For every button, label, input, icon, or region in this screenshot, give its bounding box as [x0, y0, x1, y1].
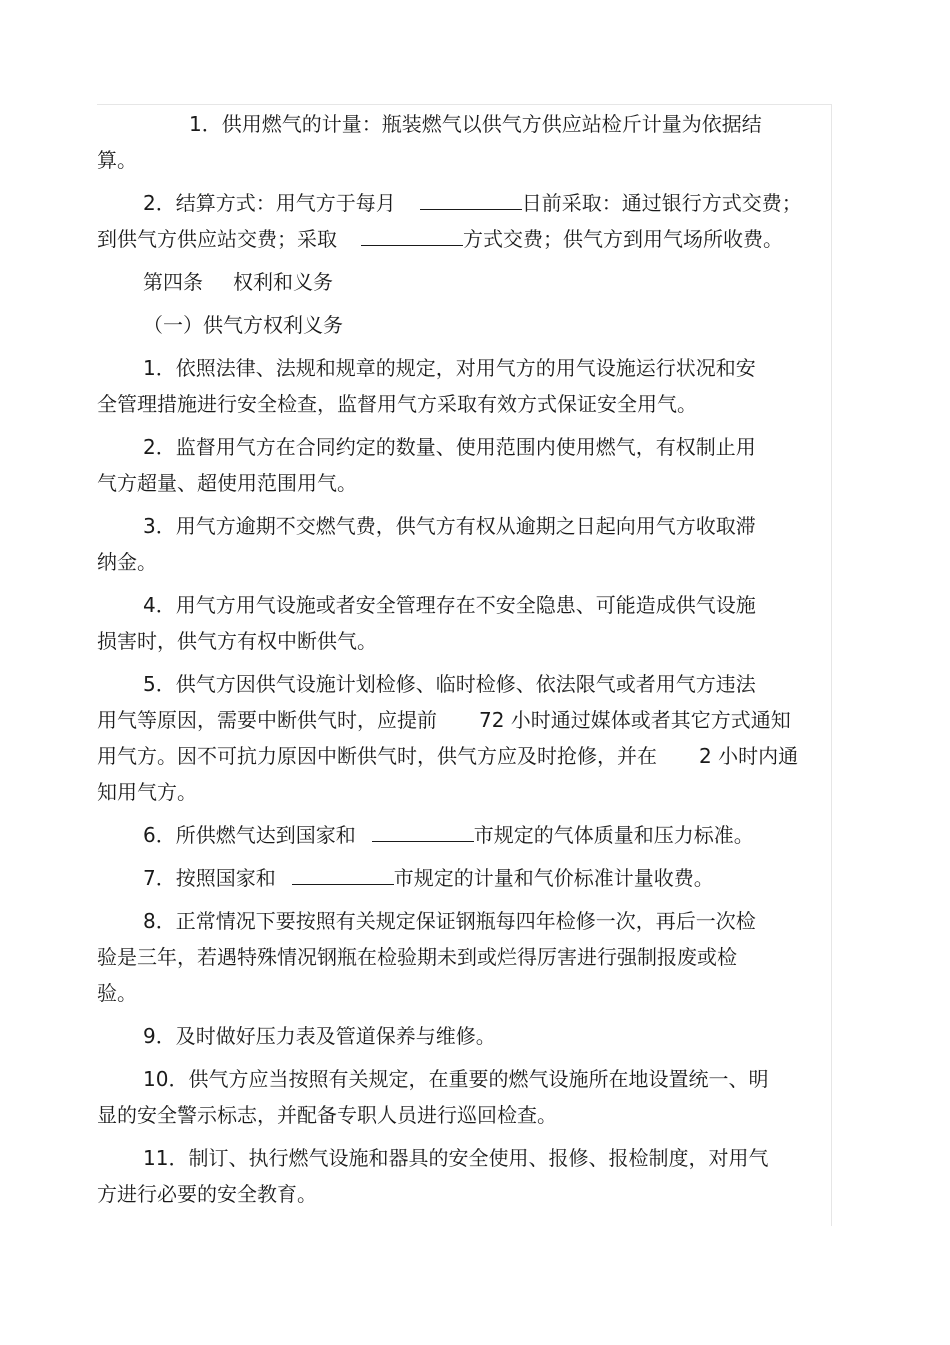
text-line: 气方超量、超使用范围用气。 [97, 471, 357, 495]
fill-blank [361, 223, 463, 246]
list-item [97, 508, 837, 580]
list-item [97, 350, 837, 422]
text-line [97, 221, 837, 257]
text-segment: 方式交费；供气方到用气场所收费。 [463, 227, 783, 251]
list-item [97, 903, 837, 1011]
text-line [97, 264, 837, 300]
fill-blank [372, 819, 474, 842]
article-heading [97, 264, 837, 300]
text-segment: 2．结算方式：用气方于每月 [143, 191, 396, 215]
text-line: 11．制订、执行燃气设施和器具的安全使用、报修、报检制度，对用气 [143, 1146, 769, 1170]
text-segment: 日前采取：通过银行方式交费； [521, 191, 802, 215]
text-line: （一）供气方权利义务 [143, 313, 343, 337]
text-segment: 用气方。因不可抗力原因中断供气时，供气方应及时抢修，并在 [97, 744, 657, 768]
list-item [97, 1018, 837, 1054]
list-item [97, 817, 837, 853]
text-line: 全管理措施进行安全检查，监督用气方采取有效方式保证安全用气。 [97, 392, 697, 416]
list-item [97, 1061, 837, 1133]
list-item [97, 429, 837, 501]
text-line: 纳金。 [97, 550, 157, 574]
text-line: 显的安全警示标志，并配备专职人员进行巡回检查。 [97, 1103, 557, 1127]
list-item [97, 1140, 837, 1212]
text-line: 9．及时做好压力表及管道保养与维修。 [143, 1024, 496, 1048]
text-segment: 市规定的计量和气价标准计量收费。 [393, 866, 714, 890]
list-item [97, 666, 837, 810]
text-line: 1．供用燃气的计量：瓶装燃气以供气方供应站检斤计量为依据结 [189, 112, 762, 136]
article-title: 权利和义务 [233, 270, 333, 294]
text-line: 验。 [97, 981, 137, 1005]
text-line: 算。 [97, 148, 137, 172]
text-line [97, 738, 837, 774]
text-segment: 市规定的气体质量和压力标准。 [473, 823, 754, 847]
article-number: 第四条 [143, 270, 203, 294]
fill-blank [292, 862, 394, 885]
text-segment: 72 小时通过媒体或者其它方式通知 [479, 708, 791, 732]
text-segment: 到供气方供应站交费；采取 [97, 227, 337, 251]
text-line: 8．正常情况下要按照有关规定保证钢瓶每四年检修一次，再后一次检 [143, 909, 756, 933]
fill-blank [420, 187, 522, 210]
text-segment: 用气等原因，需要中断供气时，应提前 [97, 708, 437, 732]
text-segment: 6．所供燃气达到国家和 [143, 823, 356, 847]
clause-settlement [97, 185, 837, 257]
text-line: 4．用气方用气设施或者安全管理存在不安全隐患、可能造成供气设施 [143, 593, 756, 617]
text-line: 2．监督用气方在合同约定的数量、使用范围内使用燃气，有权制止用 [143, 435, 756, 459]
text-line: 3．用气方逾期不交燃气费，供气方有权从逾期之日起向用气方收取滞 [143, 514, 756, 538]
text-line [97, 702, 837, 738]
text-line: 方进行必要的安全教育。 [97, 1182, 317, 1206]
list-item [97, 587, 837, 659]
text-segment: 2 小时内通 [699, 744, 799, 768]
clause-metering [97, 106, 837, 178]
document-body [97, 106, 837, 1219]
subsection-heading [97, 307, 837, 343]
text-line [97, 817, 837, 853]
text-line: 1．依照法律、法规和规章的规定，对用气方的用气设施运行状况和安 [143, 356, 756, 380]
text-line: 验是三年，若遇特殊情况钢瓶在检验期未到或烂得厉害进行强制报废或检 [97, 945, 737, 969]
text-line [97, 860, 837, 896]
text-line: 知用气方。 [97, 780, 197, 804]
text-line: 损害时，供气方有权中断供气。 [97, 629, 377, 653]
text-line: 5．供气方因供气设施计划检修、临时检修、依法限气或者用气方违法 [143, 672, 756, 696]
text-line [97, 185, 837, 221]
list-item [97, 860, 837, 896]
text-line: 10．供气方应当按照有关规定，在重要的燃气设施所在地设置统一、明 [143, 1067, 769, 1091]
text-segment: 7．按照国家和 [143, 866, 276, 890]
